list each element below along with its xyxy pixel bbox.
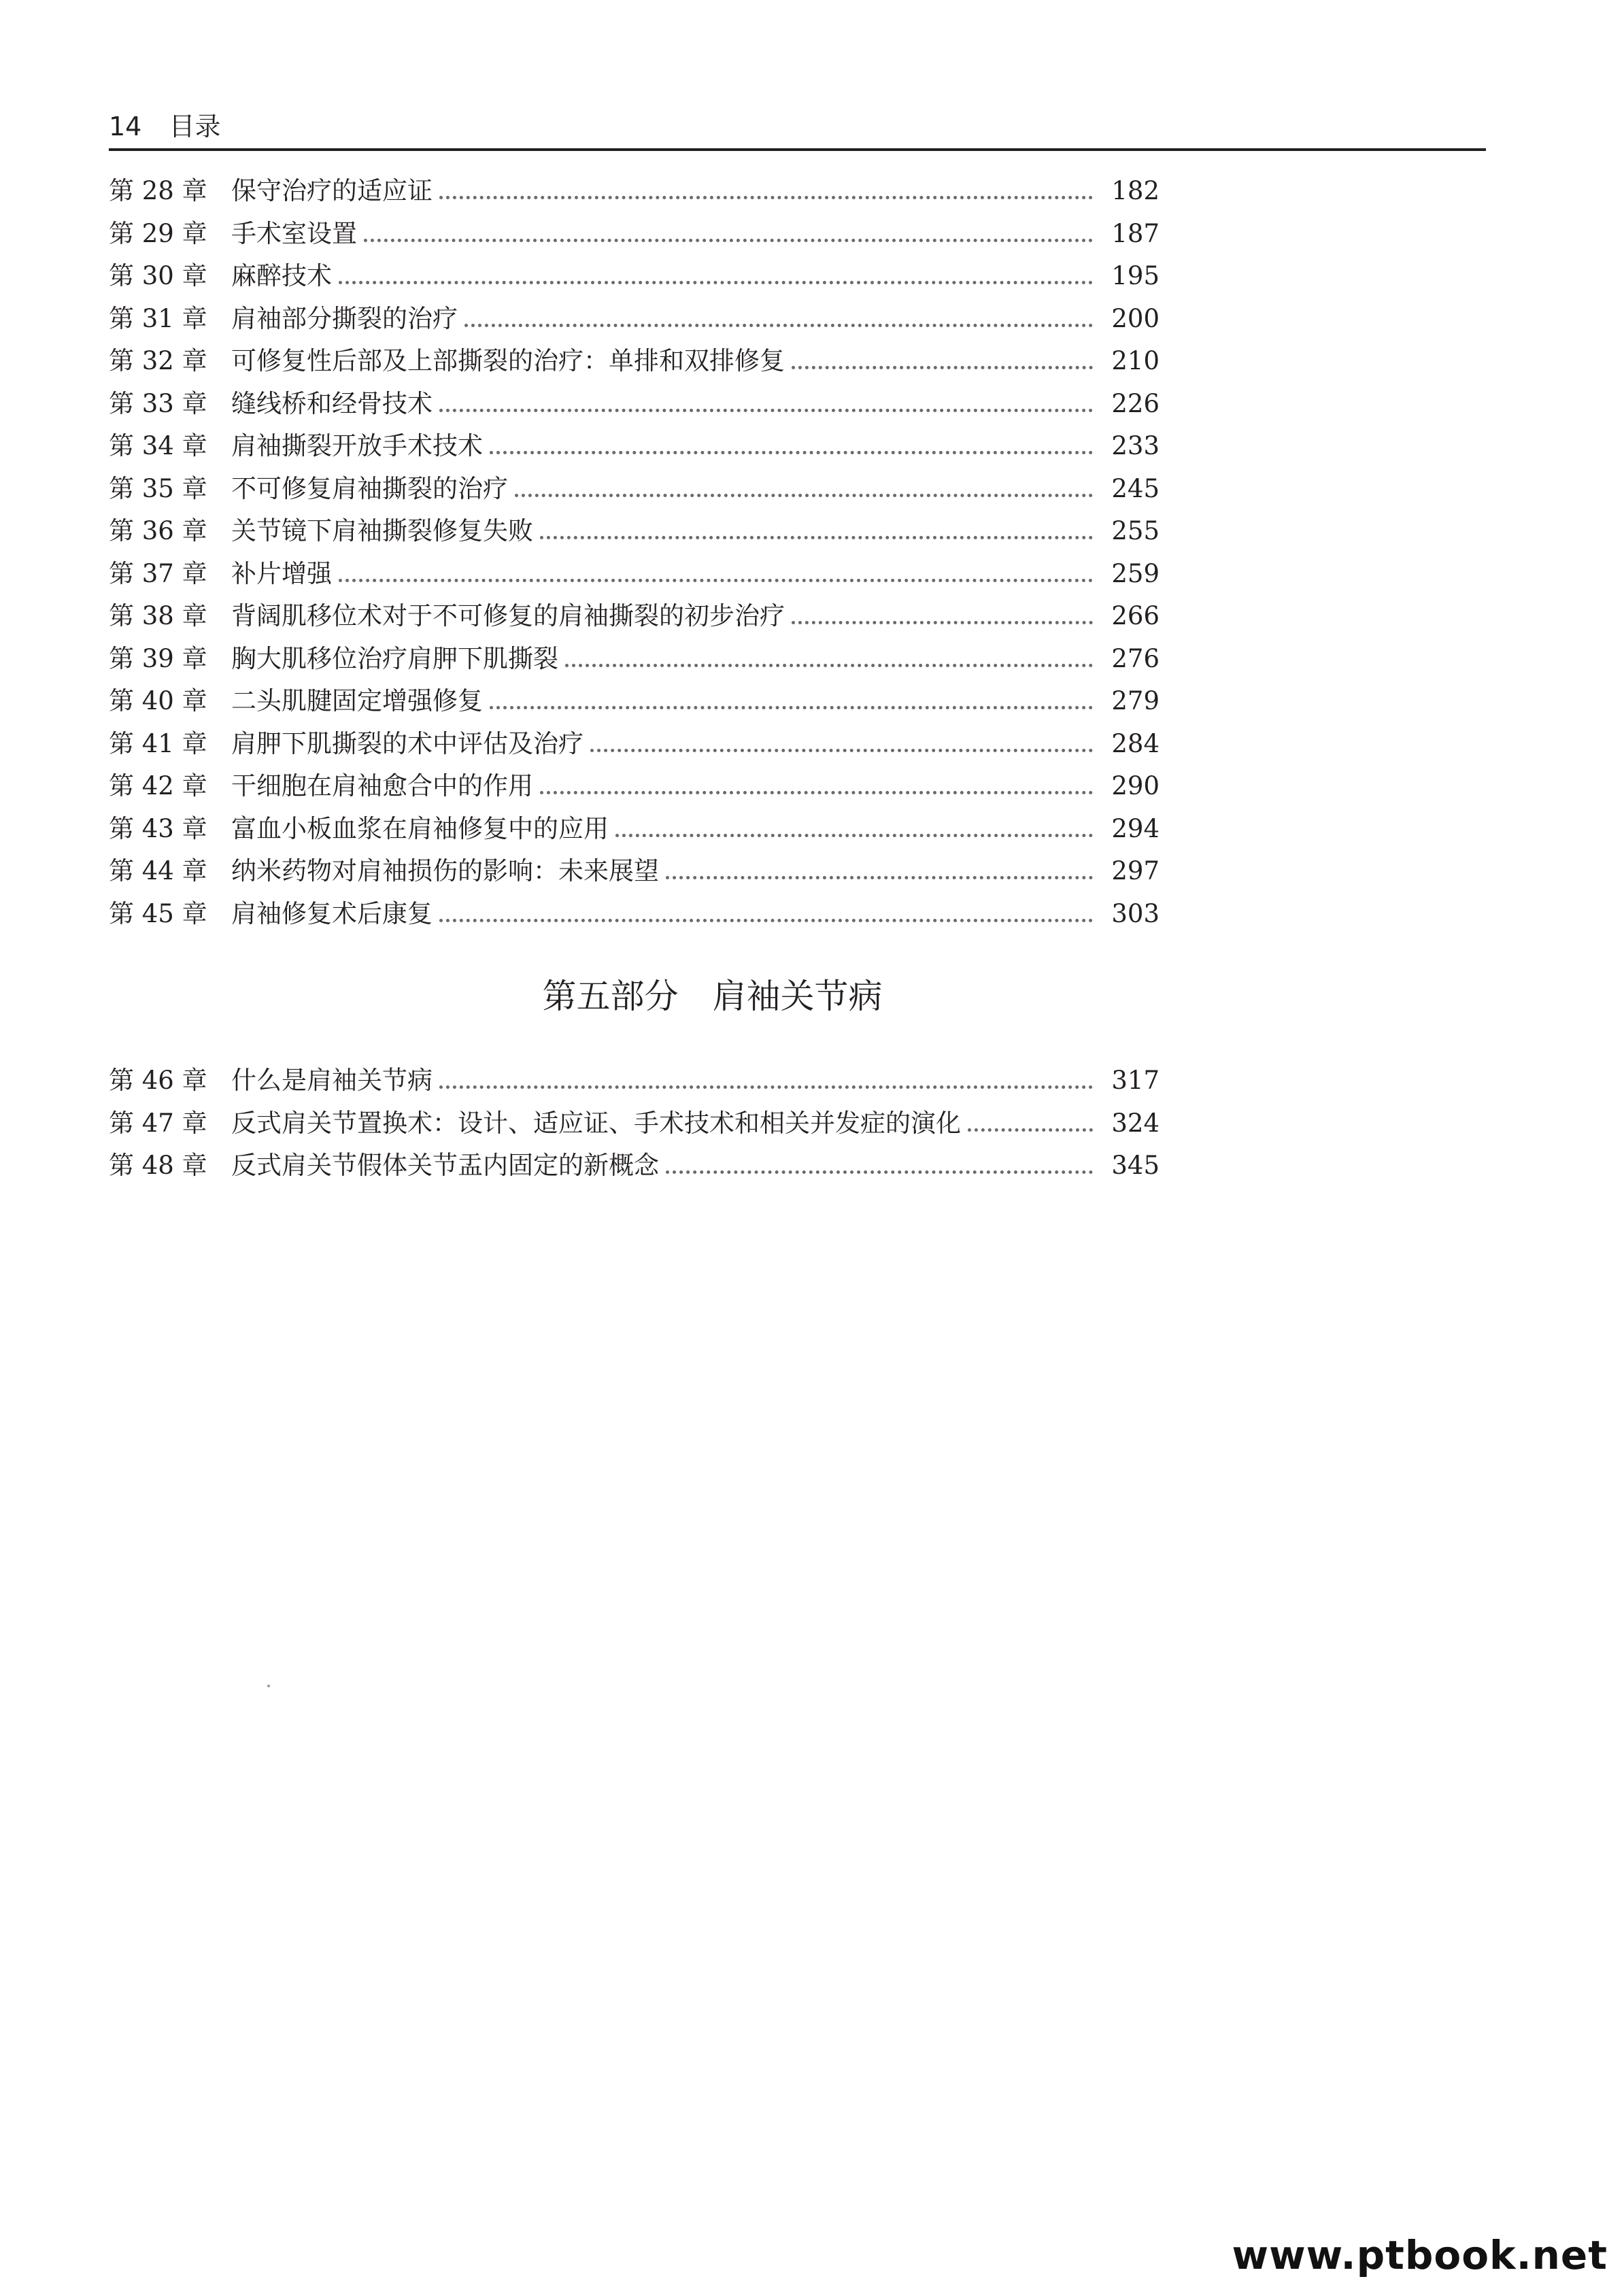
dot-leader: [540, 791, 1093, 794]
chapter-number: 第 35 章: [109, 473, 207, 503]
dot-leader: [490, 451, 1093, 454]
dot-leader: [615, 834, 1093, 837]
chapter-number: 第 47 章: [109, 1108, 207, 1138]
dot-leader: [590, 749, 1093, 752]
toc-entry[interactable]: [109, 765, 1160, 808]
toc-entry[interactable]: [109, 893, 1160, 936]
chapter-number: 第 41 章: [109, 728, 207, 758]
chapter-title: 缝线桥和经骨技术: [231, 388, 433, 418]
toc-entry[interactable]: [109, 425, 1160, 468]
toc-entry[interactable]: [109, 680, 1160, 723]
chapter-title: 胸大肌移位治疗肩胛下肌撕裂: [231, 643, 558, 673]
chapter-title: 关节镜下肩袖撕裂修复失败: [231, 516, 533, 545]
toc-entry[interactable]: [109, 1102, 1160, 1145]
page-ref: 284: [1111, 728, 1160, 758]
dot-leader: [439, 1085, 1093, 1089]
page-ref: 266: [1111, 601, 1160, 630]
chapter-number: 第 33 章: [109, 388, 207, 418]
toc-entry[interactable]: [109, 1145, 1160, 1187]
chapter-title: 富血小板血浆在肩袖修复中的应用: [231, 813, 609, 843]
toc-entry[interactable]: [109, 170, 1160, 213]
chapter-number: 第 44 章: [109, 856, 207, 885]
page-ref: 195: [1111, 261, 1160, 290]
dot-leader: [339, 281, 1093, 284]
toc-entry[interactable]: [109, 298, 1160, 341]
toc-entry[interactable]: [109, 553, 1160, 596]
chapter-title: 纳米药物对肩袖损伤的影响：未来展望: [231, 856, 659, 885]
chapter-title: 肩袖修复术后康复: [231, 898, 433, 928]
chapter-number: 第 30 章: [109, 261, 207, 290]
page-ref: 317: [1111, 1066, 1160, 1095]
chapter-title: 可修复性后部及上部撕裂的治疗：单排和双排修复: [231, 346, 785, 375]
toc-entry[interactable]: [109, 723, 1160, 766]
toc-entry[interactable]: [109, 510, 1160, 553]
dot-leader: [439, 409, 1093, 412]
toc-entry[interactable]: [109, 340, 1160, 383]
toc-entry[interactable]: [109, 808, 1160, 851]
chapter-number: 第 38 章: [109, 601, 207, 630]
watermark: www.ptbook.net: [1232, 2232, 1608, 2278]
page-ref: 279: [1111, 686, 1160, 715]
toc-entry[interactable]: [109, 213, 1160, 256]
dot-leader: [439, 196, 1093, 199]
page-ref: 294: [1111, 813, 1160, 843]
page-ref: 259: [1111, 558, 1160, 588]
toc-entry[interactable]: [109, 595, 1160, 638]
page-ref: 297: [1111, 856, 1160, 885]
toc-entry[interactable]: [109, 383, 1160, 426]
chapter-title: 麻醉技术: [231, 261, 332, 290]
dot-leader: [540, 536, 1093, 539]
chapter-title: 反式肩关节置换术：设计、适应证、手术技术和相关并发症的演化: [231, 1108, 961, 1138]
toc-entry[interactable]: [109, 468, 1160, 511]
page-ref: 324: [1111, 1108, 1160, 1138]
dot-leader: [339, 579, 1093, 582]
dot-leader: [666, 1170, 1093, 1174]
page-ref: 233: [1111, 431, 1160, 460]
chapter-title: 干细胞在肩袖愈合中的作用: [231, 771, 533, 800]
toc-entry[interactable]: [109, 638, 1160, 681]
running-header: [109, 107, 1486, 151]
chapter-title: 什么是肩袖关节病: [231, 1066, 433, 1095]
chapter-number: 第 28 章: [109, 176, 207, 205]
dot-leader: [490, 706, 1093, 709]
toc-list-part5: [109, 1060, 1160, 1187]
toc-entry[interactable]: [109, 255, 1160, 298]
dot-leader: [968, 1128, 1093, 1132]
chapter-title: 手术室设置: [231, 218, 357, 248]
chapter-title: 补片增强: [231, 558, 332, 588]
page-ref: 182: [1111, 176, 1160, 205]
page-number: 14: [109, 112, 142, 141]
chapter-number: 第 48 章: [109, 1151, 207, 1180]
page-ref: 290: [1111, 771, 1160, 800]
toc-entry[interactable]: [109, 1060, 1160, 1102]
chapter-number: 第 42 章: [109, 771, 207, 800]
chapter-number: 第 43 章: [109, 813, 207, 843]
page-ref: 187: [1111, 218, 1160, 248]
dot-leader: [792, 366, 1093, 369]
chapter-title: 二头肌腱固定增强修复: [231, 686, 483, 715]
dot-leader: [364, 239, 1093, 242]
chapter-number: 第 39 章: [109, 643, 207, 673]
chapter-title: 背阔肌移位术对于不可修复的肩袖撕裂的初步治疗: [231, 601, 785, 630]
chapter-number: 第 45 章: [109, 898, 207, 928]
page-ref: 255: [1111, 516, 1160, 545]
toc-list-part4: [109, 170, 1160, 935]
page-ref: 200: [1111, 303, 1160, 333]
dot-leader: [792, 621, 1093, 624]
chapter-number: 第 34 章: [109, 431, 207, 460]
page-ref: 210: [1111, 346, 1160, 375]
section-heading: 第五部分 肩袖关节病: [542, 977, 883, 1016]
toc-entry[interactable]: [109, 850, 1160, 893]
chapter-number: 第 29 章: [109, 218, 207, 248]
chapter-number: 第 31 章: [109, 303, 207, 333]
running-title: 目录: [169, 112, 221, 141]
chapter-number: 第 32 章: [109, 346, 207, 375]
chapter-number: 第 36 章: [109, 516, 207, 545]
chapter-title: 肩袖撕裂开放手术技术: [231, 431, 483, 460]
page-ref: 276: [1111, 643, 1160, 673]
chapter-title: 肩袖部分撕裂的治疗: [231, 303, 458, 333]
chapter-number: 第 46 章: [109, 1066, 207, 1095]
chapter-title: 反式肩关节假体关节盂内固定的新概念: [231, 1151, 659, 1180]
page-ref: 226: [1111, 388, 1160, 418]
dot-leader: [515, 494, 1093, 497]
chapter-number: 第 40 章: [109, 686, 207, 715]
dot-leader: [666, 876, 1093, 879]
page-ref: 245: [1111, 473, 1160, 503]
page-ref: 345: [1111, 1151, 1160, 1180]
chapter-title: 保守治疗的适应证: [231, 176, 433, 205]
page-ref: 303: [1111, 898, 1160, 928]
dot-leader: [565, 664, 1093, 667]
chapter-title: 肩胛下肌撕裂的术中评估及治疗: [231, 728, 583, 758]
dot-leader: [464, 324, 1093, 327]
chapter-title: 不可修复肩袖撕裂的治疗: [231, 473, 508, 503]
chapter-number: 第 37 章: [109, 558, 207, 588]
dot-leader: [439, 919, 1093, 922]
scan-speck: [267, 1685, 270, 1687]
